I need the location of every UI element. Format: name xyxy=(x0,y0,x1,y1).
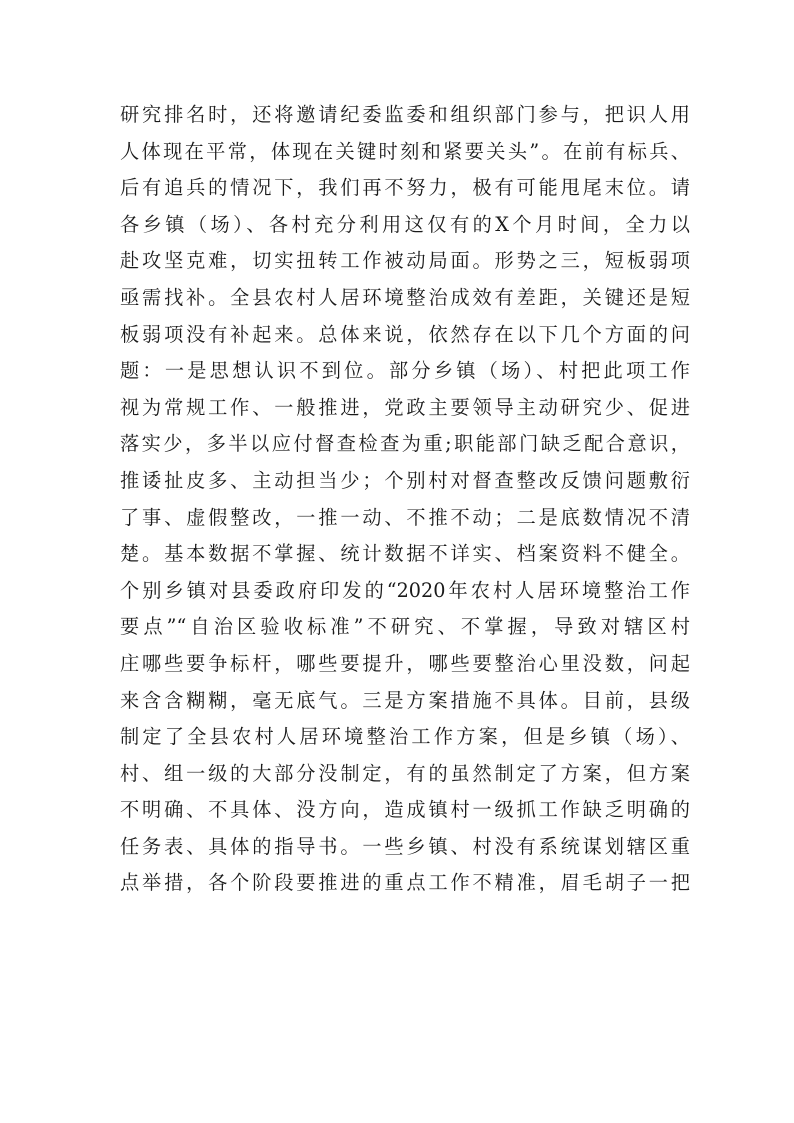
text-line: 庄哪些要争标杆，哪些要提升，哪些要整治心里没数，问起 xyxy=(120,651,690,675)
text-line: 各乡镇（场）、各村充分利用这仅有的X个月时间，全力以 xyxy=(120,212,690,236)
text-line: 题：一是思想认识不到位。部分乡镇（场）、村把此项工作 xyxy=(120,359,690,383)
text-line: 赴攻坚克难，切实扭转工作被动局面。形势之三，短板弱项 xyxy=(120,249,690,273)
text-line: 了事、虚假整改，一推一动、不推不动；二是底数情况不清 xyxy=(120,505,690,529)
text-line: 要点”“自治区验收标准”不研究、不掌握，导致对辖区村 xyxy=(120,615,690,639)
text-line: 研究排名时，还将邀请纪委监委和组织部门参与，把识人用 xyxy=(120,103,690,126)
text-line: 楚。基本数据不掌握、统计数据不详实、档案资料不健全。 xyxy=(120,542,690,566)
text-line: 推诿扯皮多、主动担当少；个别村对督查整改反馈问题敷衍 xyxy=(120,468,690,492)
text-line: 任务表、具体的指导书。一些乡镇、村没有系统谋划辖区重 xyxy=(120,834,690,858)
text-line: 个别乡镇对县委政府印发的“2020年农村人居环境整治工作 xyxy=(120,578,690,602)
text-line: 制定了全县农村人居环境整治工作方案，但是乡镇（场）、 xyxy=(120,725,690,749)
text-line: 人体现在平常，体现在关键时刻和紧要关头”。在前有标兵、 xyxy=(120,139,690,163)
body-text xyxy=(120,97,690,902)
text-line: 来含含糊糊，毫无底气。三是方案措施不具体。目前，县级 xyxy=(120,688,690,712)
text-line: 亟需找补。全县农村人居环境整治成效有差距，关键还是短 xyxy=(120,285,690,309)
text-line: 板弱项没有补起来。总体来说，依然存在以下几个方面的问 xyxy=(120,322,690,346)
text-line: 村、组一级的大部分没制定，有的虽然制定了方案，但方案 xyxy=(120,761,690,785)
text-line: 不明确、不具体、没方向，造成镇村一级抓工作缺乏明确的 xyxy=(120,798,690,822)
text-line: 点举措，各个阶段要推进的重点工作不精准，眉毛胡子一把 xyxy=(120,871,690,895)
text-line: 后有追兵的情况下，我们再不努力，极有可能甩尾末位。请 xyxy=(120,176,690,200)
text-line: 视为常规工作、一般推进，党政主要领导主动研究少、促进 xyxy=(120,395,690,419)
text-line: 落实少，多半以应付督查检查为重;职能部门缺乏配合意识， xyxy=(120,432,690,456)
